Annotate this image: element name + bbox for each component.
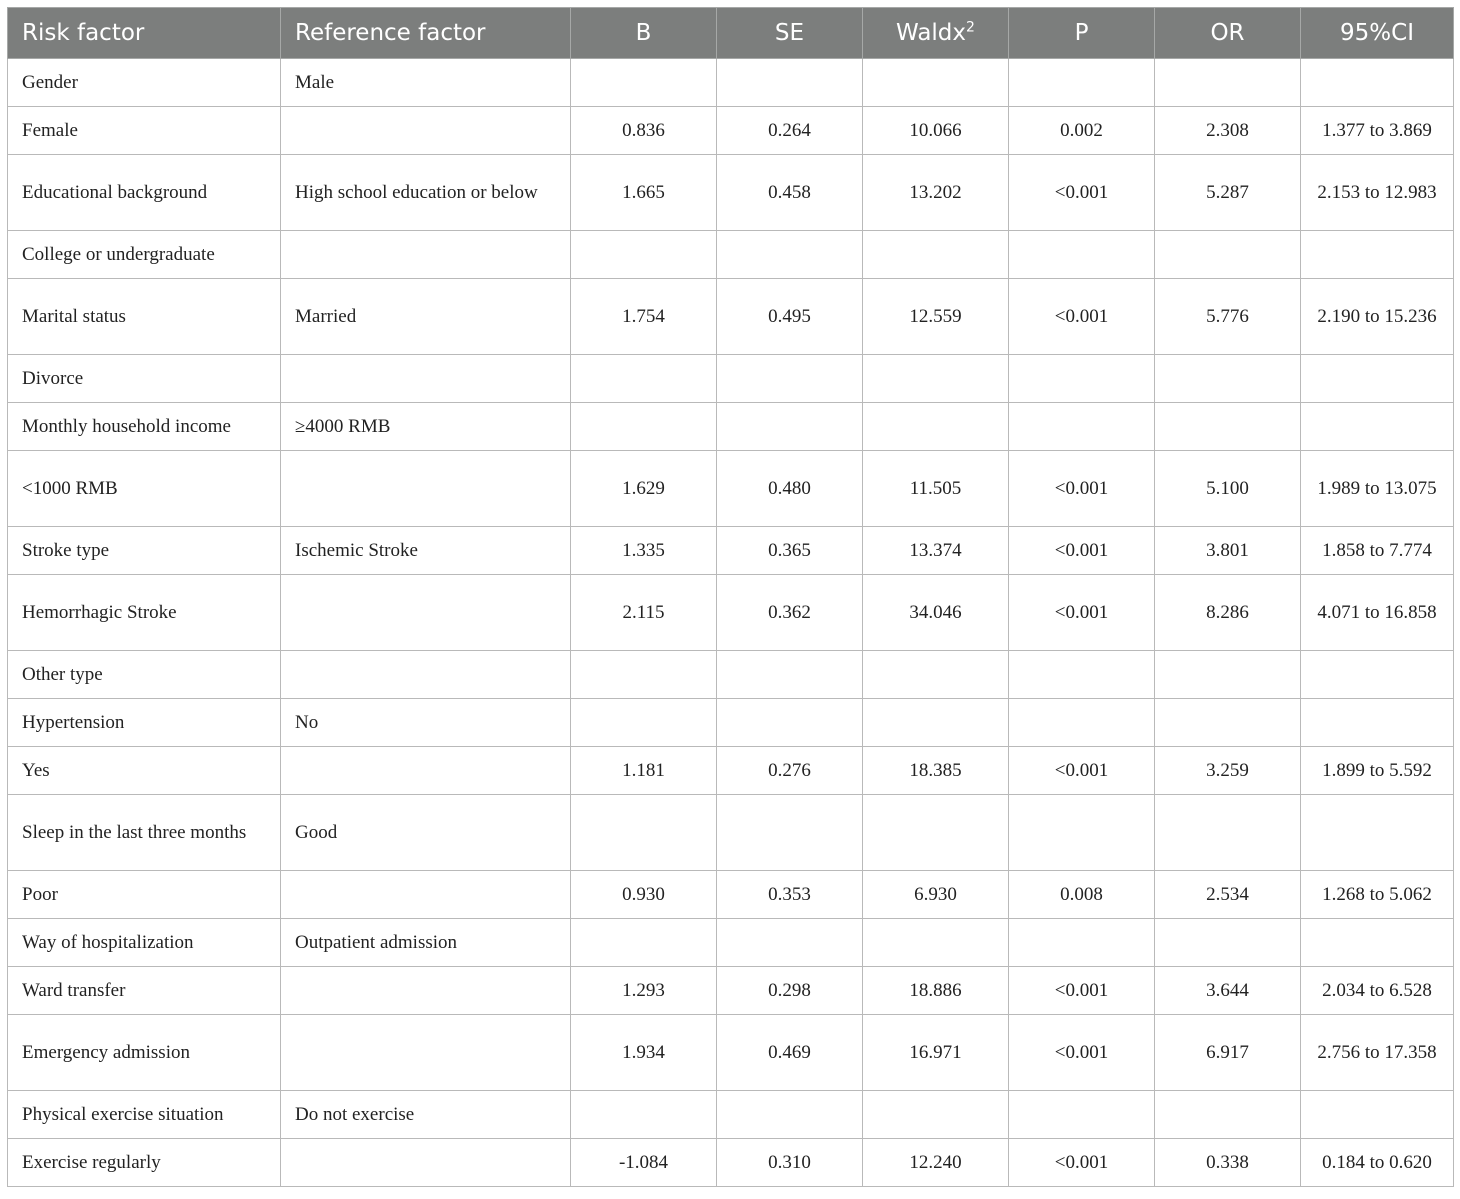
cell-wald [863,651,1009,699]
cell-p [1009,1091,1155,1139]
cell-reference-factor [281,107,571,155]
cell-wald: 12.240 [863,1139,1009,1187]
header-row [8,8,1454,59]
cell-p [1009,403,1155,451]
cell-wald: 6.930 [863,871,1009,919]
cell-reference-factor [281,355,571,403]
cell-b: 1.754 [571,279,717,355]
cell-or: 3.644 [1155,967,1301,1015]
cell-se: 0.353 [717,871,863,919]
cell-p [1009,699,1155,747]
cell-p: <0.001 [1009,527,1155,575]
table-row [8,1139,1454,1187]
cell-se: 0.298 [717,967,863,1015]
cell-reference-factor [281,451,571,527]
cell-se: 0.365 [717,527,863,575]
cell-or: 2.534 [1155,871,1301,919]
cell-ci: 1.377 to 3.869 [1301,107,1454,155]
cell-or [1155,231,1301,279]
table-row [8,871,1454,919]
cell-se: 0.276 [717,747,863,795]
cell-wald [863,1091,1009,1139]
table-row [8,919,1454,967]
cell-se [717,651,863,699]
cell-or [1155,699,1301,747]
cell-p: <0.001 [1009,575,1155,651]
cell-wald [863,699,1009,747]
header-ci: 95%CI [1301,8,1454,59]
cell-wald: 10.066 [863,107,1009,155]
cell-b: 1.629 [571,451,717,527]
table-row [8,1091,1454,1139]
cell-reference-factor [281,967,571,1015]
cell-p [1009,795,1155,871]
cell-risk-factor: Hypertension [8,699,281,747]
cell-wald: 13.374 [863,527,1009,575]
header-b: B [571,8,717,59]
cell-risk-factor: Hemorrhagic Stroke [8,575,281,651]
header-se: SE [717,8,863,59]
cell-p: <0.001 [1009,155,1155,231]
cell-wald [863,795,1009,871]
cell-p: <0.001 [1009,1139,1155,1187]
cell-ci [1301,699,1454,747]
cell-p: <0.001 [1009,1015,1155,1091]
cell-b: 0.930 [571,871,717,919]
cell-risk-factor: Physical exercise situation [8,1091,281,1139]
cell-ci: 2.190 to 15.236 [1301,279,1454,355]
cell-se [717,59,863,107]
cell-p: 0.008 [1009,871,1155,919]
cell-reference-factor [281,871,571,919]
cell-reference-factor: Male [281,59,571,107]
cell-p [1009,355,1155,403]
cell-or: 2.308 [1155,107,1301,155]
cell-p [1009,59,1155,107]
cell-risk-factor: Marital status [8,279,281,355]
cell-ci: 2.756 to 17.358 [1301,1015,1454,1091]
cell-reference-factor [281,1015,571,1091]
cell-b: 2.115 [571,575,717,651]
cell-ci: 2.034 to 6.528 [1301,967,1454,1015]
table-row [8,403,1454,451]
cell-reference-factor: ≥4000 RMB [281,403,571,451]
cell-risk-factor: Poor [8,871,281,919]
cell-wald: 13.202 [863,155,1009,231]
cell-ci [1301,59,1454,107]
cell-reference-factor [281,747,571,795]
header-reference-factor: Reference factor [281,8,571,59]
cell-p: <0.001 [1009,747,1155,795]
cell-b [571,651,717,699]
cell-ci: 1.989 to 13.075 [1301,451,1454,527]
cell-reference-factor: No [281,699,571,747]
cell-or [1155,59,1301,107]
table-body [8,59,1454,1187]
cell-risk-factor: Other type [8,651,281,699]
cell-ci [1301,651,1454,699]
cell-or: 3.801 [1155,527,1301,575]
table-row [8,795,1454,871]
cell-risk-factor: <1000 RMB [8,451,281,527]
table-row [8,59,1454,107]
table-row [8,527,1454,575]
cell-se: 0.495 [717,279,863,355]
cell-risk-factor: Monthly household income [8,403,281,451]
cell-b: 1.181 [571,747,717,795]
cell-risk-factor: Sleep in the last three months [8,795,281,871]
header-p: P [1009,8,1155,59]
risk-factor-table [7,7,1454,1187]
cell-se: 0.469 [717,1015,863,1091]
cell-ci: 0.184 to 0.620 [1301,1139,1454,1187]
table-row [8,1015,1454,1091]
cell-reference-factor: Do not exercise [281,1091,571,1139]
cell-risk-factor: Yes [8,747,281,795]
cell-ci [1301,919,1454,967]
cell-p: <0.001 [1009,967,1155,1015]
table-row [8,451,1454,527]
cell-risk-factor: Divorce [8,355,281,403]
cell-wald: 18.886 [863,967,1009,1015]
cell-ci: 4.071 to 16.858 [1301,575,1454,651]
cell-wald [863,403,1009,451]
cell-reference-factor [281,231,571,279]
cell-se [717,1091,863,1139]
cell-p [1009,919,1155,967]
cell-b [571,795,717,871]
table-row [8,279,1454,355]
header-wald-text: Waldx [896,20,967,46]
cell-se [717,699,863,747]
cell-se: 0.458 [717,155,863,231]
table-row [8,155,1454,231]
cell-wald [863,59,1009,107]
cell-wald: 16.971 [863,1015,1009,1091]
cell-reference-factor: Good [281,795,571,871]
cell-or: 3.259 [1155,747,1301,795]
cell-se [717,355,863,403]
cell-risk-factor: Exercise regularly [8,1139,281,1187]
cell-b: 1.335 [571,527,717,575]
cell-p: <0.001 [1009,279,1155,355]
cell-reference-factor: Outpatient admission [281,919,571,967]
cell-risk-factor: Stroke type [8,527,281,575]
cell-reference-factor: High school education or below [281,155,571,231]
cell-b: 1.665 [571,155,717,231]
cell-or [1155,795,1301,871]
cell-se [717,231,863,279]
cell-reference-factor [281,575,571,651]
cell-risk-factor: Female [8,107,281,155]
table-row [8,575,1454,651]
cell-or [1155,355,1301,403]
cell-wald [863,919,1009,967]
cell-reference-factor [281,651,571,699]
cell-b: 0.836 [571,107,717,155]
table-row [8,747,1454,795]
cell-reference-factor: Ischemic Stroke [281,527,571,575]
cell-or [1155,651,1301,699]
cell-p: <0.001 [1009,451,1155,527]
cell-se: 0.362 [717,575,863,651]
cell-or: 5.776 [1155,279,1301,355]
cell-se [717,403,863,451]
header-risk-factor: Risk factor [8,8,281,59]
cell-or: 5.287 [1155,155,1301,231]
table-row [8,699,1454,747]
table-row [8,651,1454,699]
cell-risk-factor: Emergency admission [8,1015,281,1091]
cell-risk-factor: College or undergraduate [8,231,281,279]
cell-b: 1.934 [571,1015,717,1091]
cell-risk-factor: Ward transfer [8,967,281,1015]
cell-risk-factor: Educational background [8,155,281,231]
cell-b [571,403,717,451]
cell-wald [863,231,1009,279]
table-row [8,967,1454,1015]
cell-or [1155,403,1301,451]
cell-ci [1301,403,1454,451]
table-row [8,355,1454,403]
cell-ci: 1.899 to 5.592 [1301,747,1454,795]
cell-b [571,231,717,279]
cell-wald [863,355,1009,403]
cell-ci [1301,795,1454,871]
header-wald [863,8,1009,59]
cell-or: 8.286 [1155,575,1301,651]
cell-b [571,699,717,747]
cell-or [1155,1091,1301,1139]
cell-ci [1301,355,1454,403]
cell-reference-factor [281,1139,571,1187]
cell-wald: 18.385 [863,747,1009,795]
table-row [8,231,1454,279]
cell-ci: 2.153 to 12.983 [1301,155,1454,231]
cell-b [571,59,717,107]
cell-b: 1.293 [571,967,717,1015]
cell-b [571,1091,717,1139]
cell-se: 0.480 [717,451,863,527]
header-wald-superscript: 2 [966,19,975,36]
cell-ci [1301,231,1454,279]
cell-wald: 11.505 [863,451,1009,527]
table-row [8,107,1454,155]
cell-b: -1.084 [571,1139,717,1187]
table-header [8,8,1454,59]
cell-or: 5.100 [1155,451,1301,527]
cell-se [717,919,863,967]
cell-se: 0.310 [717,1139,863,1187]
cell-se: 0.264 [717,107,863,155]
cell-p [1009,651,1155,699]
cell-b [571,355,717,403]
cell-b [571,919,717,967]
cell-or: 0.338 [1155,1139,1301,1187]
cell-wald: 34.046 [863,575,1009,651]
cell-wald: 12.559 [863,279,1009,355]
cell-ci [1301,1091,1454,1139]
cell-se [717,795,863,871]
cell-risk-factor: Gender [8,59,281,107]
cell-or [1155,919,1301,967]
cell-reference-factor: Married [281,279,571,355]
cell-ci: 1.268 to 5.062 [1301,871,1454,919]
header-or: OR [1155,8,1301,59]
cell-p: 0.002 [1009,107,1155,155]
cell-or: 6.917 [1155,1015,1301,1091]
cell-p [1009,231,1155,279]
cell-ci: 1.858 to 7.774 [1301,527,1454,575]
cell-risk-factor: Way of hospitalization [8,919,281,967]
